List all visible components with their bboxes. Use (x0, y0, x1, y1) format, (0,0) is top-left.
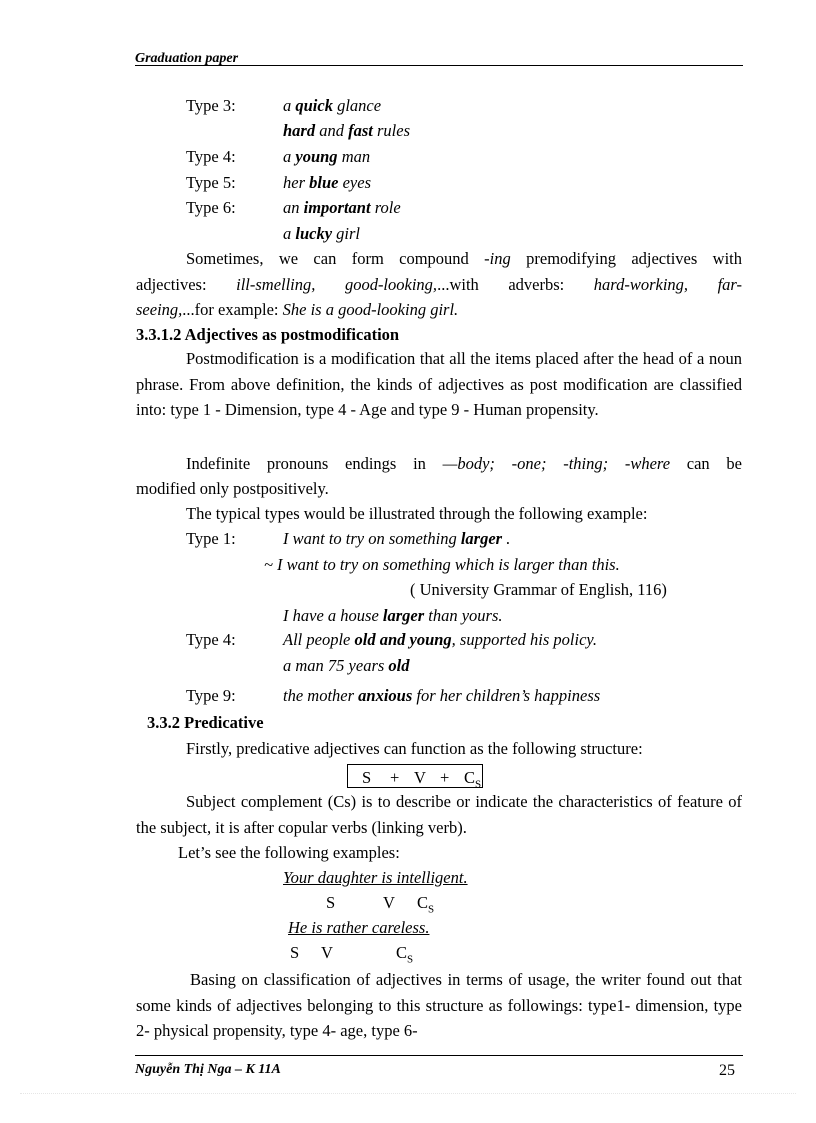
example-text: hard and fast rules (283, 121, 410, 140)
example-text: an important role (283, 198, 401, 217)
paragraph-line: seeing,...for example: She is a good-looking girl. (136, 300, 459, 319)
example-label: Type 4: (186, 630, 236, 649)
paragraph-line: The typical types would be illustrated through the following example: (186, 504, 648, 523)
structure-formula-box (347, 764, 483, 791)
example-text: her blue eyes (283, 173, 371, 192)
example-text: a young man (283, 147, 371, 166)
example-label: Type 1: (186, 529, 236, 548)
example-label: Type 9: (186, 686, 236, 705)
example-label: Type 6: (186, 198, 236, 217)
paragraph: Subject complement (Cs) is to describe or indicate the characteristics of feature of the subject, it is after copular verbs (linking verb). (136, 792, 742, 837)
running-header-title: Graduation paper (135, 51, 239, 66)
label-subject: S (290, 943, 300, 962)
section-heading: 3.3.1.2 Adjectives as postmodification (136, 325, 400, 344)
paragraph: Basing on classification of adjectives in terms of usage, the writer found out that some kinds of adjectives belonging to this structure as followings: type1- dimension, type 2- physical propensity, type 4- age, type 6- (136, 970, 742, 1040)
example-text: the mother anxious for her children’s happiness (283, 686, 601, 705)
formula-plus: + (440, 768, 450, 787)
example-text: All people old and young, supported his policy. (283, 630, 597, 649)
paragraph: Postmodification is a modification that all the items placed after the head of a noun phrase. From above definition, the kinds of adjectives as post modification are classified into: type 1 - Dimension, type 4 - Age and type 9 - Human propensity. (136, 349, 742, 419)
example-text: a lucky girl (283, 224, 361, 243)
example-sentence: He is rather careless. (288, 918, 430, 937)
label-subject: S (326, 893, 336, 912)
page-number: 25 (719, 1062, 735, 1079)
header-rule (135, 65, 743, 66)
label-complement: $C_S$ (396, 943, 414, 966)
label-complement: $C_S$ (417, 893, 435, 916)
paragraph-line: modified only postpositively. (136, 479, 329, 498)
paragraph-line: adjectives: ill-smelling, good-looking,...with adverbs: hard-working, far- (136, 275, 742, 294)
paragraph-line: Sometimes, we can form compound -ing premodifying adjectives with (186, 249, 742, 268)
footer-author: Nguyễn Thị Nga – K 11A (135, 1062, 281, 1077)
section-heading: 3.3.2 Predicative (147, 713, 264, 732)
label-verb: V (321, 943, 333, 962)
example-paraphrase: ~ I want to try on something which is larger than this. (264, 555, 620, 574)
formula-complement: $C_S$ (464, 768, 482, 791)
label-verb: V (383, 893, 395, 912)
example-label: Type 4: (186, 147, 236, 166)
formula-subject: S (362, 768, 372, 787)
formula-plus: + (390, 768, 400, 787)
paragraph-line: Let’s see the following examples: (178, 843, 400, 862)
example-text: I have a house larger than yours. (283, 606, 503, 625)
example-label: Type 3: (186, 96, 236, 115)
paragraph-line: Firstly, predicative adjectives can function as the following structure: (186, 739, 643, 758)
example-text: a quick glance (283, 96, 382, 115)
page-edge-divider (20, 1093, 796, 1094)
example-label: Type 5: (186, 173, 236, 192)
paragraph-line: Indefinite pronouns endings in —body; -one; -thing; -where can be (186, 454, 742, 473)
example-sentence: Your daughter is intelligent. (283, 868, 468, 887)
footer-rule (135, 1055, 743, 1056)
example-text: a man 75 years old (283, 656, 410, 675)
citation: ( University Grammar of English, 116) (410, 580, 667, 599)
example-text: I want to try on something larger . (283, 529, 511, 548)
formula-verb: V (414, 768, 426, 787)
